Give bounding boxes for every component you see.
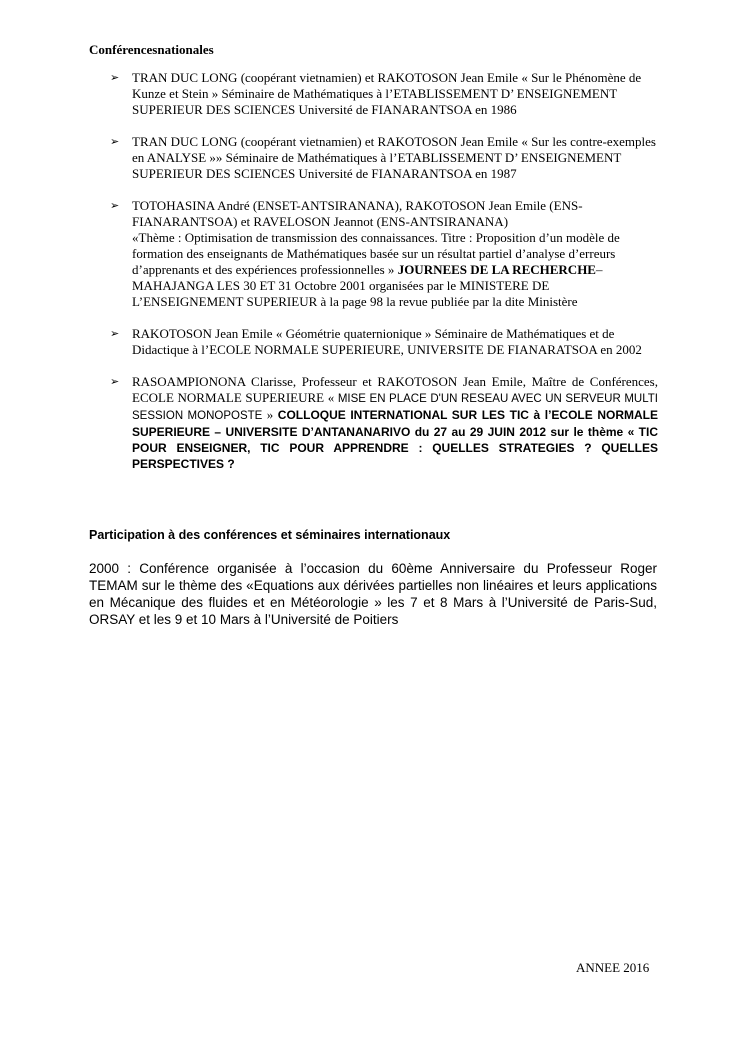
item-close: » bbox=[262, 407, 278, 422]
list-item bbox=[110, 326, 658, 358]
arrow-bullet-icon: ➢ bbox=[110, 327, 120, 340]
section-heading-national: Conférencesnationales bbox=[89, 42, 214, 57]
item-title: MISE EN PLACE D'UN RESEAU AVEC UN SERVEUR MULTI SESSION MONOPOSTE bbox=[132, 393, 658, 422]
arrow-bullet-icon: ➢ bbox=[110, 199, 120, 212]
item-authors: TOTOHASINA André (ENSET-ANTSIRANANA), RAKOTOSON Jean Emile (ENS-FIANARANTSOA) et RAVELOSON Jeannot (ENS-ANTSIRANANA) bbox=[132, 198, 583, 229]
item-intro: RASOAMPIONONA Clarisse, Professeur et RAKOTOSON Jean Emile, Maître de Conférences, ECOLE NORMALE SUPERIEURE « bbox=[132, 374, 658, 405]
arrow-bullet-icon: ➢ bbox=[110, 135, 120, 148]
international-paragraph: 2000 : Conférence organisée à l’occasion du 60ème Anniversaire du Professeur Roger TEMAM sur le thème des «Equations aux dérivées partielles non linéaires et leurs applications en Mécanique des fluides et en Météorologie » les 7 et 8 Mars à l’Université de Paris-Sud, ORSAY et les 9 et 10 Mars à l’Université de Poitiers bbox=[89, 561, 657, 627]
section-heading-international: Participation à des conférences et séminaires internationaux bbox=[89, 528, 451, 542]
item-rest: – MAHAJANGA LES 30 ET 31 Octobre 2001 organisées par le MINISTERE DE L’ENSEIGNEMENT SUPERIEUR à la page 98 la revue publiée par la dite Ministère bbox=[132, 262, 603, 309]
arrow-bullet-icon: ➢ bbox=[110, 375, 120, 388]
page-footer: ANNEE 2016 bbox=[576, 960, 650, 975]
item-text: TRAN DUC LONG (coopérant vietnamien) et RAKOTOSON Jean Emile « Sur les contre-exemples en ANALYSE »» Séminaire de Mathématiques à l’ETABLISSEMENT D’ ENSEIGNEMENT SUPERIEUR DES SCIENCES Université de FIANARANTSOA en 1987 bbox=[132, 134, 656, 181]
arrow-bullet-icon: ➢ bbox=[110, 71, 120, 84]
item-text: TRAN DUC LONG (coopérant vietnamien) et RAKOTOSON Jean Emile « Sur le Phénomène de Kunze et Stein » Séminaire de Mathématiques à l’ETABLISSEMENT D’ ENSEIGNEMENT SUPERIEUR DES SCIENCES Université de FIANARANTSOA en 1986 bbox=[132, 70, 642, 117]
list-item bbox=[110, 134, 658, 182]
item-event: JOURNEES DE LA RECHERCHE bbox=[397, 262, 596, 277]
list-item bbox=[110, 70, 658, 118]
national-conference-list bbox=[110, 70, 658, 488]
item-text: RAKOTOSON Jean Emile « Géométrie quaternionique » Séminaire de Mathématiques et de Didactique à l’ECOLE NORMALE SUPERIEURE, UNIVERSITE DE FIANARATSOA en 2002 bbox=[132, 326, 642, 357]
item-theme: «Thème : Optimisation de transmission des connaissances. Titre : Proposition d’un modèle de formation des enseignants de Mathématiques basée sur un résultat partiel d’analyse d’erreurs d’apprenants et des expériences professionnelles » bbox=[132, 230, 620, 277]
list-item bbox=[110, 198, 658, 310]
item-event: COLLOQUE INTERNATIONAL SUR LES TIC à l’ECOLE NORMALE SUPERIEURE – UNIVERSITE D’ANTANANARIVO du 27 au 29 JUIN 2012 sur le thème « TIC POUR ENSEIGNER, TIC POUR APPRENDRE : QUELLES STRATEGIES ? QUELLES PERSPECTIVES ? bbox=[132, 408, 658, 471]
list-item bbox=[110, 374, 658, 472]
